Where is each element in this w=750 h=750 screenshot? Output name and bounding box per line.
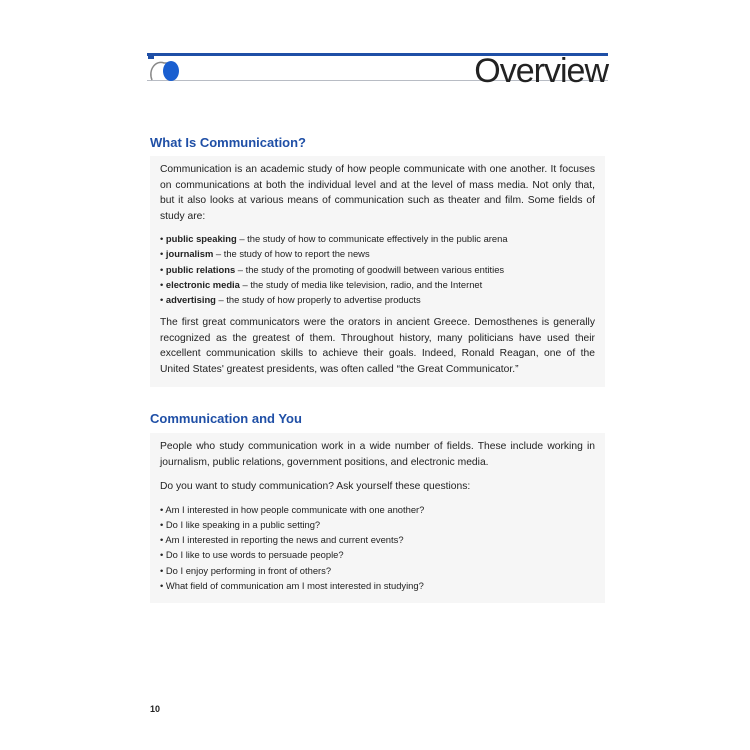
list-item: • Do I like to use words to persuade people? — [160, 547, 595, 562]
list-item: • What field of communication am I most interested in studying? — [160, 578, 595, 593]
section-heading: Communication and You — [150, 411, 302, 426]
paragraph: Communication is an academic study of how people communicate with one another. It focuses on communications at both the individual level and at the level of mass media. Not only that, but it also looks at various means of communication such as theater and film. Some fields of study are: — [160, 164, 595, 222]
list-item: • Do I like speaking in a public setting? — [160, 517, 595, 532]
list-item: • Am I interested in reporting the news and current events? — [160, 532, 595, 547]
fields-list — [150, 231, 605, 307]
paragraph: The first great communicators were the orators in ancient Greece. Demosthenes is generally recognized as the greatest of them. Throughout history, many politicians have used their excellent communication skills to achieve their goals. Indeed, Ronald Reagan, one of the United States' greatest presidents, was often called “the Great Communicator.” — [160, 317, 595, 375]
list-item: • electronic media – the study of media like television, radio, and the Internet — [160, 277, 595, 292]
paragraph: People who study communication work in a wide number of fields. These include working in journalism, public relations, government positions, and electronic media. — [160, 441, 595, 468]
page-title: Overview — [474, 52, 608, 90]
list-item: • public relations – the study of the promoting of goodwill between various entities — [160, 262, 595, 277]
questions-list — [150, 502, 605, 594]
logo-icon — [148, 53, 188, 81]
section-heading: What Is Communication? — [150, 135, 306, 150]
paragraph: Do you want to study communication? Ask yourself these questions: — [160, 481, 471, 492]
list-item: • Am I interested in how people communicate with one another? — [160, 502, 595, 517]
list-item: • public speaking – the study of how to communicate effectively in the public arena — [160, 231, 595, 246]
section-body — [150, 156, 605, 387]
page-number: 10 — [150, 704, 161, 714]
list-item: • journalism – the study of how to report the news — [160, 246, 595, 261]
section-body — [150, 433, 605, 603]
list-item: • advertising – the study of how properly to advertise products — [160, 292, 595, 307]
list-item: • Do I enjoy performing in front of others? — [160, 563, 595, 578]
